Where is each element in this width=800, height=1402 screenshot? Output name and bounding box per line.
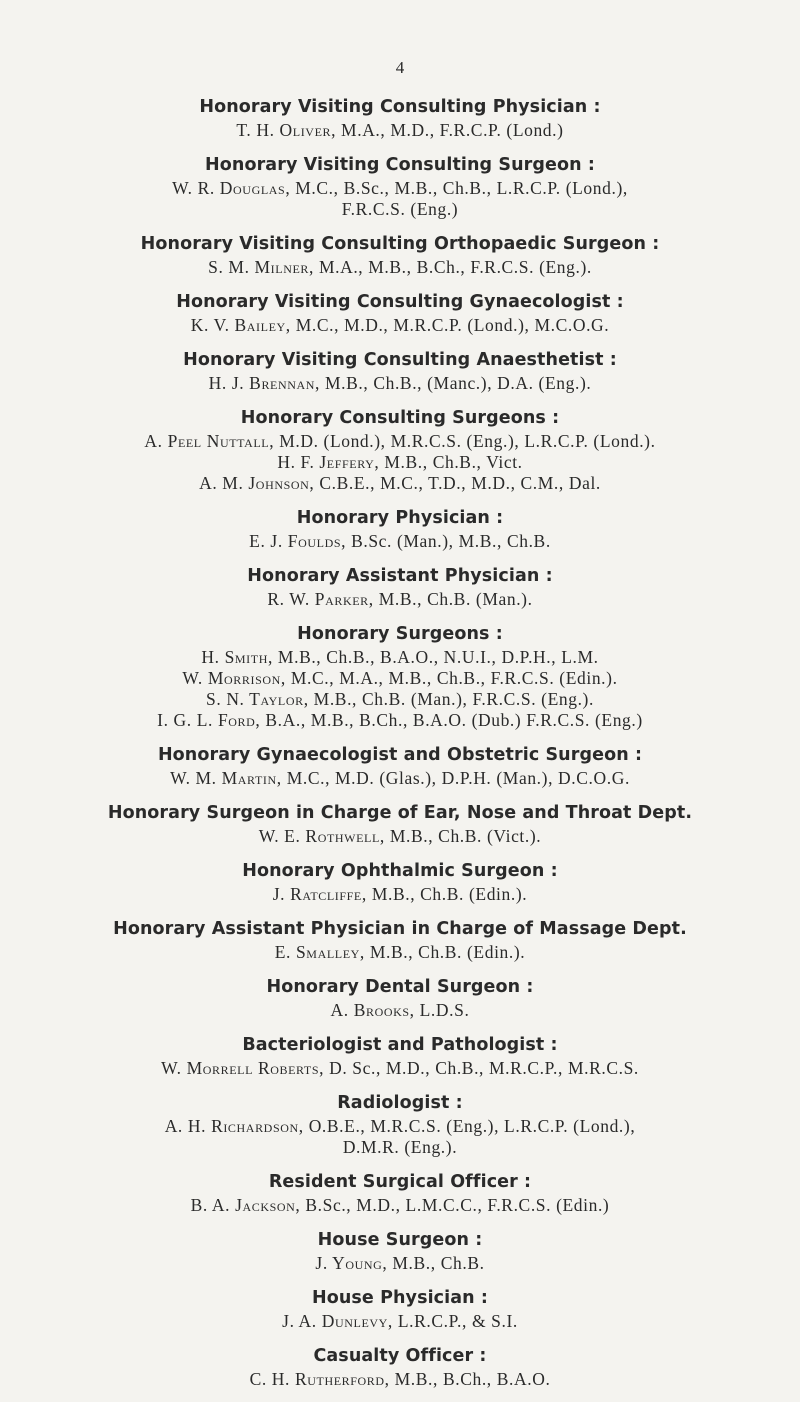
section-heading: Resident Surgical Officer : [268, 1172, 532, 1192]
staff-name: S. M. Milner, [208, 257, 314, 277]
staff-qualifications: B.Sc. (Man.), M.B., Ch.B. [346, 531, 551, 551]
staff-entry [0, 452, 800, 473]
staff-qualifications: M.B., B.Ch., B.A.O. [389, 1369, 551, 1389]
staff-section [0, 564, 800, 610]
staff-entry [0, 1311, 800, 1332]
staff-name: S. N. Taylor, [206, 689, 309, 709]
staff-qualifications: B.A., M.B., B.Ch., B.A.O. (Dub.) F.R.C.S. (Eng.) [260, 710, 643, 730]
staff-entry [0, 589, 800, 610]
section-heading: Honorary Surgeon in Charge of Ear, Nose and Throat Dept. [107, 803, 693, 823]
section-heading: House Surgeon : [317, 1230, 483, 1250]
staff-name: E. J. Foulds, [249, 531, 347, 551]
section-heading: Honorary Physician : [296, 508, 504, 528]
section-heading: Honorary Assistant Physician in Charge of Massage Dept. [113, 919, 687, 939]
staff-entry [0, 1058, 800, 1079]
staff-section [0, 917, 800, 963]
section-heading: Honorary Visiting Consulting Anaesthetist : [183, 350, 617, 370]
staff-entry [0, 315, 800, 336]
page-number: 4 [395, 58, 405, 77]
staff-section [0, 859, 800, 905]
staff-name: K. V. Bailey, [190, 315, 291, 335]
staff-qualifications: M.B., Ch.B. (Edin.). [364, 942, 526, 962]
section-heading: Radiologist : [337, 1093, 463, 1113]
staff-qualifications: B.Sc., M.D., L.M.C.C., F.R.C.S. (Edin.) [300, 1195, 610, 1215]
staff-list [0, 95, 800, 1402]
staff-name: A. H. Richardson, [164, 1116, 304, 1136]
staff-section [0, 95, 800, 141]
staff-qualifications: M.C., M.A., M.B., Ch.B., F.R.C.S. (Edin.). [285, 668, 618, 688]
section-heading: Honorary Consulting Surgeons : [240, 408, 560, 428]
staff-qualifications: L.D.S. [414, 1000, 470, 1020]
staff-qualifications: M.C., M.D. (Glas.), D.P.H. (Man.), D.C.O.G. [281, 768, 630, 788]
staff-name: A. Brooks, [330, 1000, 415, 1020]
staff-section [0, 406, 800, 494]
staff-entry [0, 668, 800, 689]
staff-section [0, 801, 800, 847]
section-heading: Honorary Gynaecologist and Obstetric Surgeon : [157, 745, 643, 765]
staff-entry [0, 1195, 800, 1216]
staff-section [0, 1228, 800, 1274]
section-heading: Honorary Visiting Consulting Physician : [199, 97, 601, 117]
staff-section [0, 743, 800, 789]
staff-name: C. H. Rutherford, [249, 1369, 390, 1389]
section-heading: Honorary Ophthalmic Surgeon : [242, 861, 558, 881]
staff-qualifications: M.D. (Lond.), M.R.C.S. (Eng.), L.R.C.P. (Lond.). [274, 431, 656, 451]
staff-qualifications: M.B., Ch.B., B.A.O., N.U.I., D.P.H., L.M. [272, 647, 599, 667]
staff-section [0, 506, 800, 552]
staff-qualifications: D. Sc., M.D., Ch.B., M.R.C.P., M.R.C.S. [324, 1058, 639, 1078]
staff-section [0, 232, 800, 278]
staff-section [0, 1033, 800, 1079]
staff-entry [0, 884, 800, 905]
staff-entry [0, 1369, 800, 1390]
section-heading: Bacteriologist and Pathologist : [242, 1035, 558, 1055]
staff-entry [0, 768, 800, 789]
staff-qualifications: M.B., Ch.B., (Manc.), D.A. (Eng.). [320, 373, 592, 393]
section-heading: Casualty Officer : [313, 1346, 487, 1366]
section-heading: Honorary Surgeons : [297, 624, 503, 644]
staff-section [0, 290, 800, 336]
staff-entry [0, 473, 800, 494]
staff-name: J. Ratcliffe, [272, 884, 367, 904]
staff-name: E. Smalley, [274, 942, 365, 962]
staff-qualifications: M.B., Ch.B. (Man.). [373, 589, 533, 609]
staff-name: W. Morrell Roberts, [161, 1058, 325, 1078]
staff-qualifications: C.B.E., M.C., T.D., M.D., C.M., Dal. [314, 473, 601, 493]
staff-entry [0, 826, 800, 847]
staff-section [0, 622, 800, 731]
staff-name: A. Peel Nuttall, [144, 431, 275, 451]
staff-qualifications: M.A., M.D., F.R.C.P. (Lond.) [336, 120, 564, 140]
staff-entry [0, 942, 800, 963]
staff-entry [0, 1000, 800, 1021]
staff-entry [0, 1116, 800, 1137]
staff-name: W. Morrison, [182, 668, 286, 688]
staff-name: J. A. Dunlevy, [282, 1311, 393, 1331]
staff-qualifications: M.B., Ch.B. (Man.), F.R.C.S. (Eng.). [308, 689, 594, 709]
staff-name: W. M. Martin, [170, 768, 282, 788]
staff-name: H. J. Brennan, [208, 373, 321, 393]
staff-section [0, 975, 800, 1021]
staff-entry [0, 1253, 800, 1274]
staff-qualifications: M.B., Ch.B. (Vict.). [384, 826, 542, 846]
staff-entry [0, 178, 800, 199]
staff-entry [0, 689, 800, 710]
staff-entry [0, 199, 800, 220]
staff-name: I. G. L. Ford, [157, 710, 261, 730]
staff-name: H. F. Jeffery, [277, 452, 380, 472]
staff-qualifications: M.B., Ch.B. [387, 1253, 485, 1273]
section-heading: Honorary Assistant Physician : [247, 566, 553, 586]
staff-qualifications: M.B., Ch.B. (Edin.). [366, 884, 528, 904]
staff-entry [0, 1137, 800, 1158]
staff-entry [0, 431, 800, 452]
section-heading: House Physician : [311, 1288, 489, 1308]
staff-name: H. Smith, [201, 647, 273, 667]
staff-name: B. A. Jackson, [190, 1195, 301, 1215]
staff-qualifications: M.C., B.Sc., M.B., Ch.B., L.R.C.P. (Lond.), [290, 178, 628, 198]
staff-name: W. E. Rothwell, [258, 826, 385, 846]
staff-section [0, 348, 800, 394]
staff-name: J. Young, [315, 1253, 388, 1273]
section-heading: Honorary Visiting Consulting Surgeon : [205, 155, 595, 175]
staff-entry [0, 647, 800, 668]
staff-qualifications: O.B.E., M.R.C.S. (Eng.), L.R.C.P. (Lond.), [303, 1116, 636, 1136]
staff-section [0, 1344, 800, 1390]
staff-section [0, 1170, 800, 1216]
staff-qualifications: F.R.C.S. (Eng.) [341, 199, 459, 219]
section-heading: Honorary Dental Surgeon : [266, 977, 534, 997]
staff-name: A. M. Johnson, [199, 473, 315, 493]
staff-qualifications: D.M.R. (Eng.). [342, 1137, 458, 1157]
staff-name: R. W. Parker, [267, 589, 374, 609]
staff-section [0, 1091, 800, 1158]
staff-entry [0, 710, 800, 731]
staff-name: W. R. Douglas, [172, 178, 291, 198]
section-heading: Honorary Visiting Consulting Gynaecologist : [176, 292, 624, 312]
section-heading: Honorary Visiting Consulting Orthopaedic Surgeon : [140, 234, 660, 254]
staff-entry [0, 373, 800, 394]
staff-qualifications: M.A., M.B., B.Ch., F.R.C.S. (Eng.). [313, 257, 592, 277]
staff-qualifications: M.C., M.D., M.R.C.P. (Lond.), M.C.O.G. [290, 315, 610, 335]
staff-qualifications: M.B., Ch.B., Vict. [379, 452, 523, 472]
staff-section [0, 153, 800, 220]
staff-qualifications: L.R.C.P., & S.I. [392, 1311, 518, 1331]
staff-entry [0, 120, 800, 141]
staff-section [0, 1286, 800, 1332]
staff-name: T. H. Oliver, [236, 120, 337, 140]
staff-entry [0, 531, 800, 552]
staff-entry [0, 257, 800, 278]
